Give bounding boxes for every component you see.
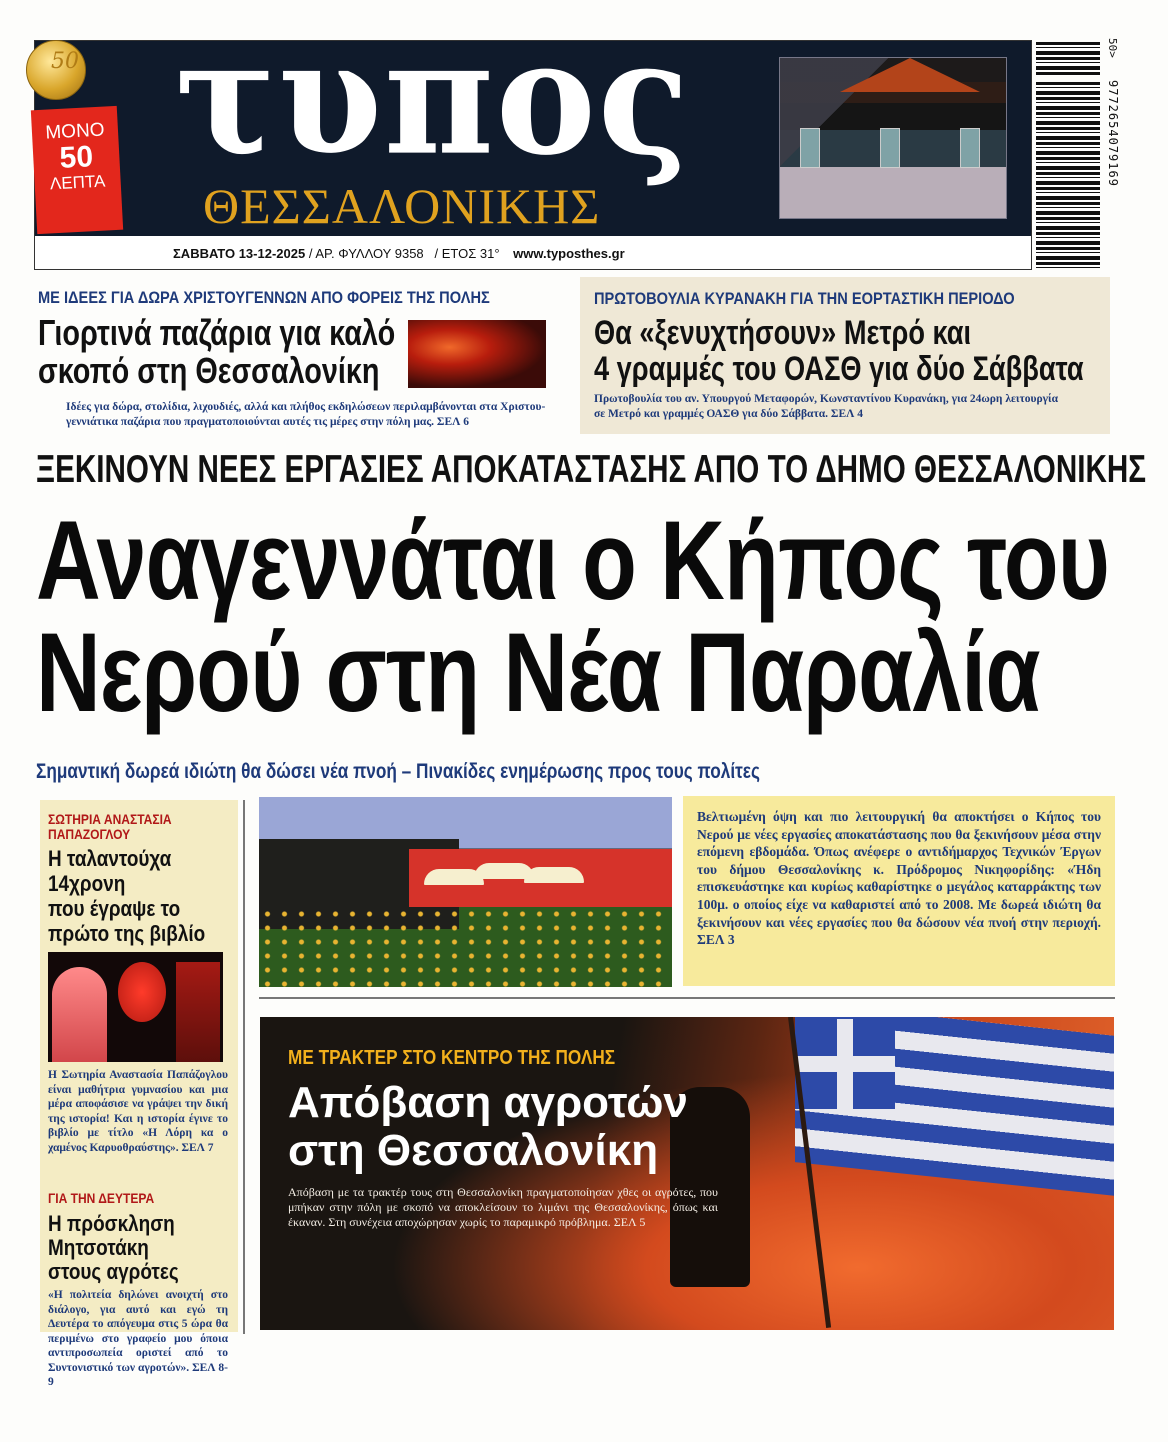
body-line: γεννιάτικα παζάρια που πραγματοποιούνται αυτές τις μέρες στην πόλη μας. ΣΕΛ 6 bbox=[66, 416, 469, 428]
headline-line: πρώτο της βιβλίο bbox=[48, 921, 206, 946]
top-story-metro-night[interactable] bbox=[580, 277, 1110, 434]
headline-line: Η πρόσκληση bbox=[48, 1211, 175, 1236]
castle-shape bbox=[176, 962, 220, 1062]
headline-line: Αναγεννάται ο Κήπος του bbox=[36, 498, 1110, 623]
newspaper-logo: τυπος bbox=[175, 5, 692, 191]
kicker-line: ΠΑΠΑΖΟΓΛΟΥ bbox=[48, 826, 131, 842]
metro-station-photo bbox=[779, 57, 1007, 219]
sidebar-story-body: Η Σωτηρία Αναστασία Παπάζογλου είναι μαθήτρια γυμνασίου και μια μέρα αποφάσισε να γράψει την δική της ιστορία! Και η ιστορία έγινε το βιβλίο με τίτλο «Η Λόρη κα ο χαμένος Καρυοθραύστης». ΣΕΛ 7 bbox=[48, 1069, 228, 1154]
metro-door bbox=[800, 128, 820, 168]
flag-cross bbox=[795, 1019, 895, 1109]
barcode-digits: 9772654079169 bbox=[1106, 80, 1120, 187]
headline-line: Μητσοτάκη bbox=[48, 1235, 149, 1260]
farmers-story-kicker: ΜΕ ΤΡΑΚΤΕΡ ΣΤΟ ΚΕΝΤΡΟ ΤΗΣ ΠΟΛΗΣ bbox=[288, 1047, 616, 1069]
column-divider bbox=[243, 800, 245, 1334]
sidebar-story-kicker: ΓΙΑ ΤΗΝ ΔΕΥΤΕΡΑ bbox=[48, 1190, 155, 1206]
main-story-headline[interactable] bbox=[36, 498, 1110, 735]
story-kicker: ΜΕ ΙΔΕΕΣ ΓΙΑ ΔΩΡΑ ΧΡΙΣΤΟΥΓΕΝΝΩΝ ΑΠΟ ΦΟΡΕΙΣ ΤΗΣ ΠΟΛΗΣ bbox=[38, 288, 490, 307]
sidebar-story-headline[interactable] bbox=[48, 846, 205, 946]
body-line: σε Μετρό και γραμμές ΟΑΣΘ για δύο Σάββατα. ΣΕΛ 4 bbox=[594, 408, 863, 420]
barcode-addon-digits: 50> bbox=[1106, 38, 1119, 58]
sidebar-story-kicker bbox=[48, 812, 172, 842]
metro-door bbox=[960, 128, 980, 168]
kicker-line: ΣΩΤΗΡΙΑ ΑΝΑΣΤΑΣΙΑ bbox=[48, 811, 172, 827]
story-body bbox=[66, 400, 586, 430]
website-link[interactable]: www.typosthes.gr bbox=[513, 246, 625, 261]
body-line: Ιδέες για δώρα, στολίδια, λιχουδιές, αλλά και πλήθος εκδηλώσεων περιλαμβάνονται στα Χριστου- bbox=[66, 401, 546, 413]
body-line: Πρωτοβουλία του αν. Υπουργού Μεταφορών, Κωνσταντίνου Κυρανάκη, για 24ωρη λειτουργία bbox=[594, 393, 1058, 405]
headline-line: Γιορτινά παζάρια για καλό bbox=[38, 312, 396, 353]
headline-line: σκοπό στη Θεσσαλονίκη bbox=[38, 350, 380, 391]
headline-line: Απόβαση αγροτών bbox=[288, 1078, 688, 1127]
umbrella-shape bbox=[524, 867, 584, 883]
story-kicker: ΠΡΩΤΟΒΟΥΛΙΑ ΚΥΡΑΝΑΚΗ ΓΙΑ ΤΗΝ ΕΟΡΤΑΣΤΙΚΗ ΠΕΡΙΟΔΟ bbox=[594, 289, 1015, 308]
farmers-story-headline bbox=[288, 1079, 688, 1175]
sidebar-story-body: «Η πολιτεία δηλώνει ανοιχτή στο διάλογο, για αυτό και εγώ τη Δευτέρα το απόγευμα στις 5 ώρα θα περιμένω στο γραφείο μου όποια αντιπροσωπεία οριστεί από το Συντονιστικό των αγροτών». ΣΕΛ 8-9 bbox=[48, 1289, 228, 1388]
roof-shape bbox=[840, 58, 980, 92]
left-sidebar bbox=[40, 800, 238, 1388]
castle-shape bbox=[52, 967, 107, 1062]
farmers-story-body: Απόβαση με τα τρακτέρ τους στη Θεσσαλονίκη πραγματοποίησαν χθες οι αγρότες, που μπήκαν στην πόλη με σκοπό να αποκλείσουν το λιμάνι της Θεσσαλονίκης, όπως και έκαναν. Στη συνέχεια αποχώρησαν χωρίς το παραμικρό πρόβλημα. ΣΕΛ 5 bbox=[288, 1185, 718, 1229]
christmas-bazaar-photo bbox=[408, 320, 546, 388]
headline-line: Θα «ξενυχτήσουν» Μετρό και bbox=[594, 314, 972, 352]
headline-line: Η ταλαντούχα bbox=[48, 846, 172, 871]
headline-line: στη Θεσσαλονίκη bbox=[288, 1126, 659, 1175]
masthead bbox=[34, 5, 1032, 270]
farmers-story[interactable] bbox=[260, 1017, 1114, 1330]
barcode-addon bbox=[1036, 42, 1100, 76]
metro-door bbox=[880, 128, 900, 168]
top-story-christmas-bazaars[interactable] bbox=[38, 288, 568, 428]
headline-line: στους αγρότες bbox=[48, 1259, 179, 1284]
section-divider bbox=[259, 997, 1115, 999]
price-unit: ΛΕΠΤΑ bbox=[49, 171, 106, 194]
dateline bbox=[173, 246, 625, 261]
issue-date: ΣΑΒΒΑΤΟ 13-12-2025 bbox=[173, 246, 306, 261]
masthead-banner bbox=[35, 5, 1031, 236]
main-story-body-box bbox=[683, 796, 1115, 986]
issue-year: / ΕΤΟΣ 31° bbox=[434, 246, 500, 261]
coin-value: 50 bbox=[51, 49, 79, 74]
sidebar-story-headline[interactable] bbox=[48, 1212, 179, 1284]
newspaper-edition: ΘΕΣΣΑΛΟΝΙΚΗΣ bbox=[203, 178, 601, 234]
headline-line: που έγραψε το bbox=[48, 896, 181, 921]
coin-icon bbox=[26, 40, 86, 100]
nutcracker-castle-photo bbox=[48, 952, 223, 1062]
main-story-body: Βελτιωμένη όψη και πιο λειτουργική θα αποκτήσει ο Κήπος του Νερού με νέες εργασίες αποκατάστασης που θα ξεκινήσουν μέσα στην επόμενη εβδομάδα. Όπως ανέφερε ο αντιδήμαρχος Τεχνικών Έργων του δήμου Θεσσαλονίκης κ. Πρόδρομος Νικηφορίδης: «Ήδη επισκευάστηκε και κυρίως καθαρίστηκε ο μεγάλος καταρράκτης των 100μ. ο οποίος είχε να καθαριστεί από το 2008. Με δωρεά ιδιώτη θα ξεκινήσουν και νέες εργασίες που θα δώσουν νέα πνοή στην περιοχή. ΣΕΛ 3 bbox=[697, 809, 1101, 948]
price-tag bbox=[31, 106, 123, 234]
headline-line: Νερού στη Νέα Παραλία bbox=[36, 610, 1040, 735]
barcode bbox=[1036, 82, 1100, 268]
hair-shape bbox=[118, 962, 166, 1022]
main-story-kicker: ΞΕΚΙΝΟΥΝ ΝΕΕΣ ΕΡΓΑΣΙΕΣ ΑΠΟΚΑΤΑΣΤΑΣΗΣ ΑΠΟ ΤΟ ΔΗΜΟ ΘΕΣΣΑΛΟΝΙΚΗΣ bbox=[36, 448, 1147, 491]
price-line1: ΜΟΝΟ bbox=[44, 119, 106, 144]
water-garden-photo bbox=[259, 797, 672, 987]
issue-number: / ΑΡ. ΦΥΛΛΟΥ 9358 bbox=[308, 246, 424, 261]
headline-line: 14χρονη bbox=[48, 871, 126, 896]
flower-bed bbox=[259, 907, 672, 987]
main-story-subhead: Σημαντική δωρεά ιδιώτη θα δώσει νέα πνοή – Πινακίδες ενημέρωσης προς τους πολίτες bbox=[36, 760, 760, 783]
price-amount: 50 bbox=[58, 140, 94, 175]
story-body bbox=[594, 392, 1104, 422]
headline-line: 4 γραμμές του ΟΑΣΘ για δύο Σάββατα bbox=[594, 350, 1084, 388]
story-headline bbox=[594, 315, 1168, 387]
